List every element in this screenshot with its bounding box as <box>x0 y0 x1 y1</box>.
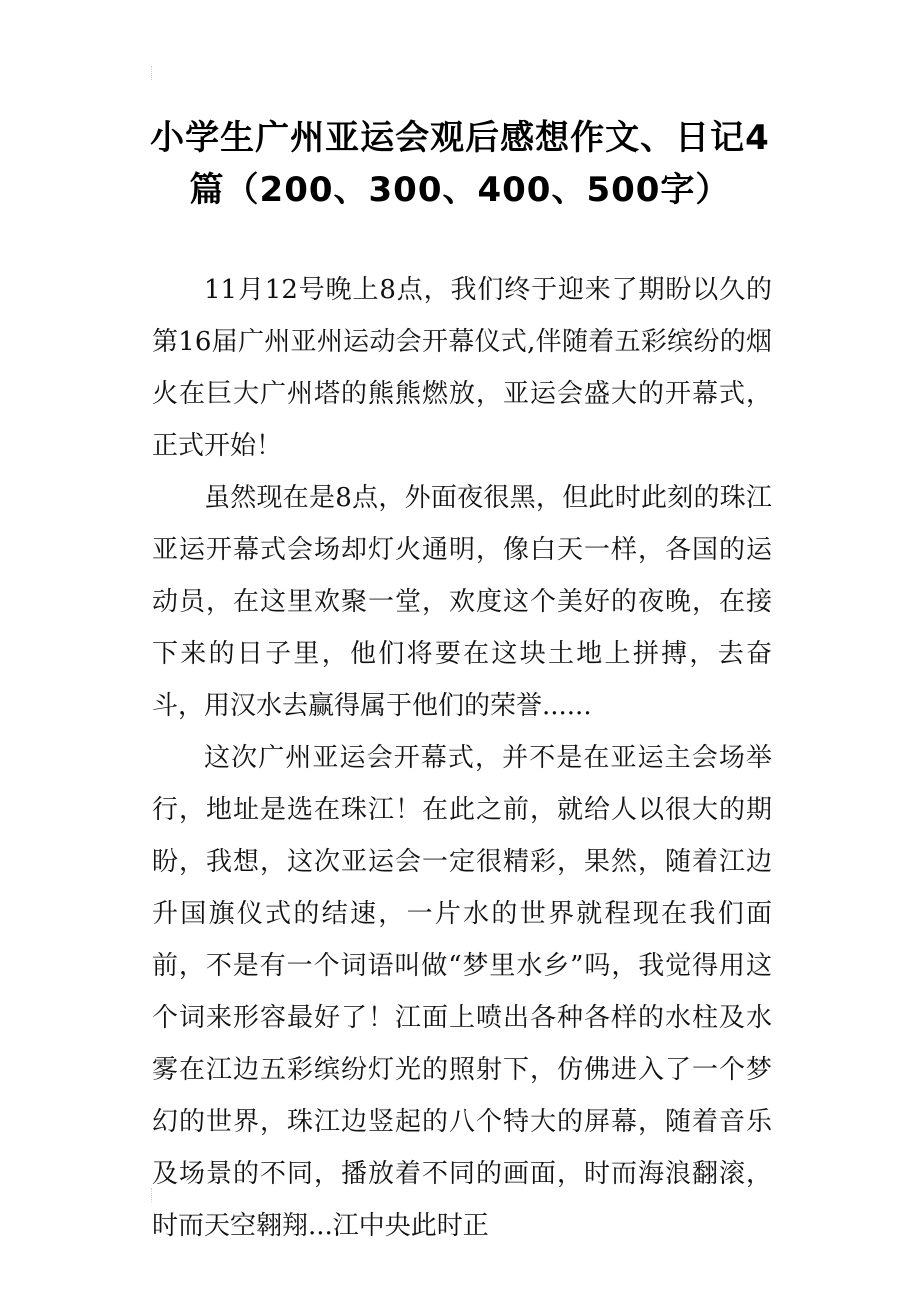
paragraph-3: 这次广州亚运会开幕式，并不是在亚运主会场举行，地址是选在珠江！在此之前，就给人以很大的期盼，我想，这次亚运会一定很精彩，果然，随着江边升国旗仪式的结速，一片水的世界就程现在我们面前，不是有一个词语叫做“梦里水乡”吗，我觉得用这个词来形容最好了！江面上喷出各种各样的水柱及水雾在江边五彩缤纷灯光的照射下，仿佛进入了一个梦幻的世界，珠江边竖起的八个特大的屏幕，随着音乐及场景的不同，播放着不同的画面，时而海浪翻滚，时而天空翱翔...江中央此时正 <box>152 743 772 1241</box>
corner-mark-top <box>151 66 160 80</box>
paragraph-1: 11月12号晚上8点，我们终于迎来了期盼以久的第16届广州亚州运动会开幕仪式,伴随着五彩缤纷的烟火在巨大广州塔的熊熊燃放，亚运会盛大的开幕式，正式开始！ <box>152 275 772 461</box>
corner-mark-bottom <box>151 1188 160 1202</box>
paragraph-2: 虽然现在是8点，外面夜很黑，但此时此刻的珠江亚运开幕式会场却灯火通明，像白天一样，各国的运动员，在这里欢聚一堂，欢度这个美好的夜晚，在接下来的日子里，他们将要在这块土地上拼搏，去奋斗，用汉水去赢得属于他们的荣誉...... <box>152 483 772 721</box>
page-title: 小学生广州亚运会观后感想作文、日记4篇（200、300、400、500字） <box>150 118 770 210</box>
article-body <box>152 264 772 1252</box>
